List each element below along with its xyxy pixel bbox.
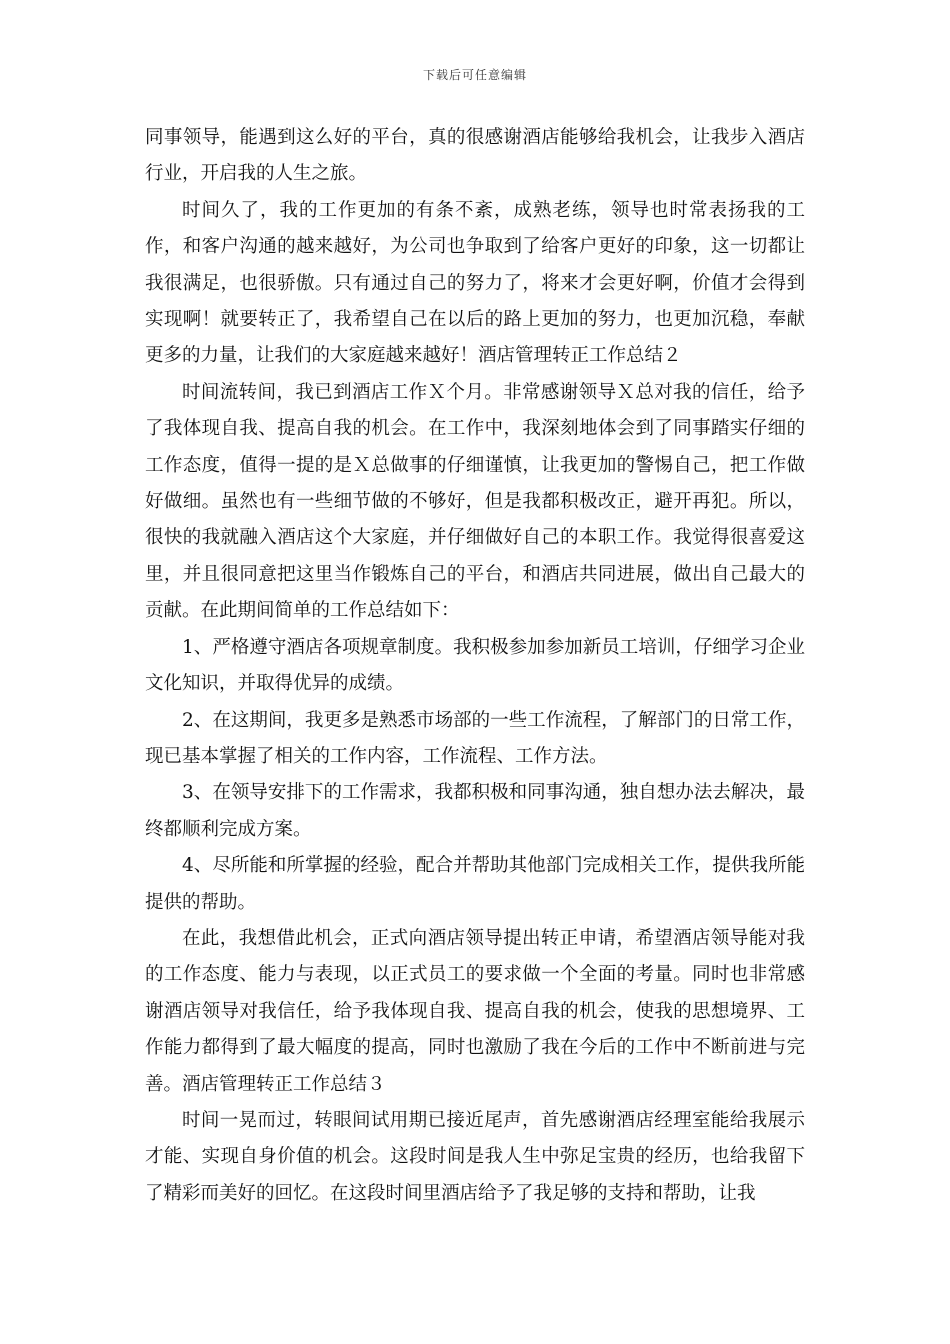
paragraph: 在此，我想借此机会，正式向酒店领导提出转正申请，希望酒店领导能对我的工作态度、能力与表现，以正式员工的要求做一个全面的考量。同时也非常感谢酒店领导对我信任，给予我体现自我、提高自我的机会，使我的思想境界、工作能力都得到了最大幅度的提高，同时也激励了我在今后的工作中不断前进与完善。酒店管理转正工作总结３	[145, 927, 805, 1095]
paragraph: 时间一晃而过，转眼间试用期已接近尾声，首先感谢酒店经理室能给我展示才能、实现自身价值的机会。这段时间是我人生中弥足宝贵的经历，也给我留下了精彩而美好的回忆。在这段时间里酒店给予了我足够的支持和帮助，让我	[145, 1109, 805, 1204]
list-item-paragraph: 3、在领导安排下的工作需求，我都积极和同事沟通，独自想办法去解决，最终都顺利完成方案。	[145, 782, 805, 840]
paragraph: 时间久了，我的工作更加的有条不紊，成熟老练，领导也时常表扬我的工作，和客户沟通的越来越好，为公司也争取到了给客户更好的印象，这一切都让我很满足，也很骄傲。只有通过自己的努力了，将来才会更好啊，价值才会得到实现啊！就要转正了，我希望自己在以后的路上更加的努力，也更加沉稳，奉献更多的力量，让我们的大家庭越来越好！酒店管理转正工作总结２	[145, 199, 805, 367]
list-item-paragraph: 2、在这期间，我更多是熟悉市场部的一些工作流程，了解部门的日常工作，现已基本掌握了相关的工作内容，工作流程、工作方法。	[145, 709, 805, 767]
list-item-paragraph: 4、尽所能和所掌握的经验，配合并帮助其他部门完成相关工作，提供我所能提供的帮助。	[145, 855, 805, 913]
page-header-note: 下载后可任意编辑	[422, 68, 527, 82]
document-body	[145, 120, 805, 1212]
list-item-paragraph: 1、严格遵守酒店各项规章制度。我积极参加参加新员工培训，仔细学习企业文化知识，并取得优异的成绩。	[145, 636, 805, 695]
paragraph-continuation: 同事领导，能遇到这么好的平台，真的很感谢酒店能够给我机会，让我步入酒店行业，开启我的人生之旅。	[145, 127, 805, 185]
paragraph: 时间流转间，我已到酒店工作Ｘ个月。非常感谢领导Ｘ总对我的信任，给予了我体现自我、提高自我的机会。在工作中，我深刻地体会到了同事踏实仔细的工作态度，值得一提的是Ｘ总做事的仔细谨慎，让我更加的警惕自己，把工作做好做细。虽然也有一些细节做的不够好，但是我都积极改正，避开再犯。所以，很快的我就融入酒店这个大家庭，并仔细做好自己的本职工作。我觉得很喜爱这里，并且很同意把这里当作锻炼自己的平台，和酒店共同进展，做出自己最大的贡献。在此期间简单的工作总结如下：	[145, 381, 805, 622]
